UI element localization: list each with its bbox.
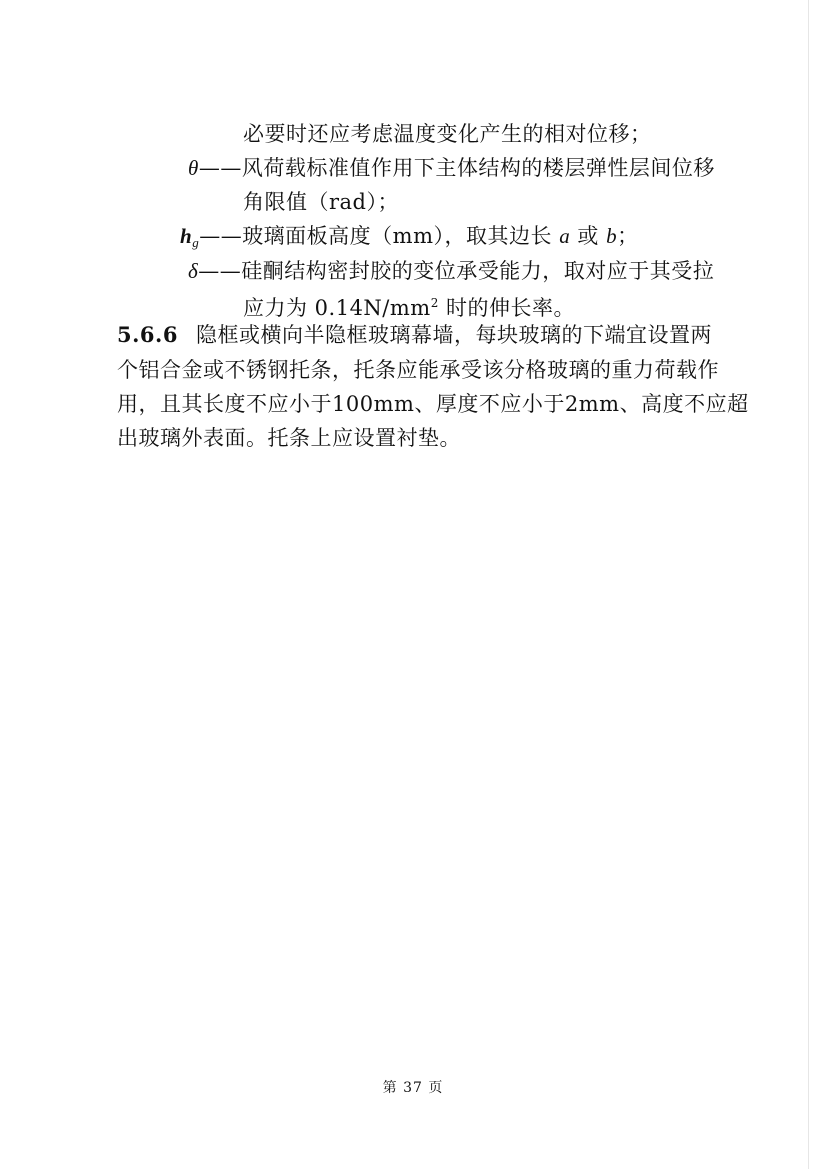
- clause-text-line2: 个铝合金或不锈钢托条，托条应能承受该分格玻璃的重力荷载作: [117, 358, 719, 382]
- hg-symbol: h: [180, 224, 193, 248]
- clause-5-6-6-line4: [117, 423, 461, 453]
- var-b: b: [606, 224, 618, 248]
- hg-or-text: 或: [570, 224, 607, 248]
- clause-text-line3: 用，且其长度不应小于100mm、厚度不应小于2mm、高度不应超: [117, 392, 749, 416]
- clause-number: 5.6.6: [117, 322, 178, 347]
- superscript-2: 2: [430, 296, 439, 310]
- page-number: 第 37 页: [382, 1080, 444, 1096]
- hg-text: ——玻璃面板高度（mm），取其边长: [199, 224, 560, 248]
- theta-definition: [188, 153, 715, 183]
- clause-5-6-6-line1: [117, 320, 712, 350]
- text-line-temperature: [243, 119, 652, 149]
- theta-symbol: θ: [188, 156, 199, 180]
- delta-definition: [188, 256, 714, 286]
- clause-5-6-6-line3: [117, 389, 749, 419]
- delta-text-line1: ——硅酮结构密封胶的变位承受能力，取对应于其受拉: [198, 259, 715, 283]
- delta-definition-continued: [243, 288, 575, 323]
- page-edge-line: [808, 0, 809, 1169]
- clause-5-6-6-line2: [117, 355, 719, 385]
- var-a: a: [559, 224, 571, 248]
- temperature-text: 必要时还应考虑温度变化产生的相对位移；: [243, 122, 652, 146]
- hg-definition: [180, 221, 639, 258]
- delta-text-line2-end: 时的伸长率。: [438, 296, 576, 320]
- clause-text-line4: 出玻璃外表面。托条上应设置衬垫。: [117, 426, 461, 450]
- clause-text-line1: 隐框或横向半隐框玻璃幕墙，每块玻璃的下端宜设置两: [195, 323, 712, 347]
- theta-text-line1: ——风荷载标准值作用下主体结构的楼层弹性层间位移: [198, 156, 715, 180]
- hg-subscript: g: [192, 235, 200, 250]
- hg-text-end: ；: [617, 224, 639, 248]
- theta-text-line2: 角限值（rad）；: [243, 190, 400, 214]
- theta-definition-continued: [243, 187, 399, 217]
- delta-text-line2: 应力为 0.14N/mm: [243, 296, 431, 320]
- delta-symbol: δ: [188, 259, 199, 283]
